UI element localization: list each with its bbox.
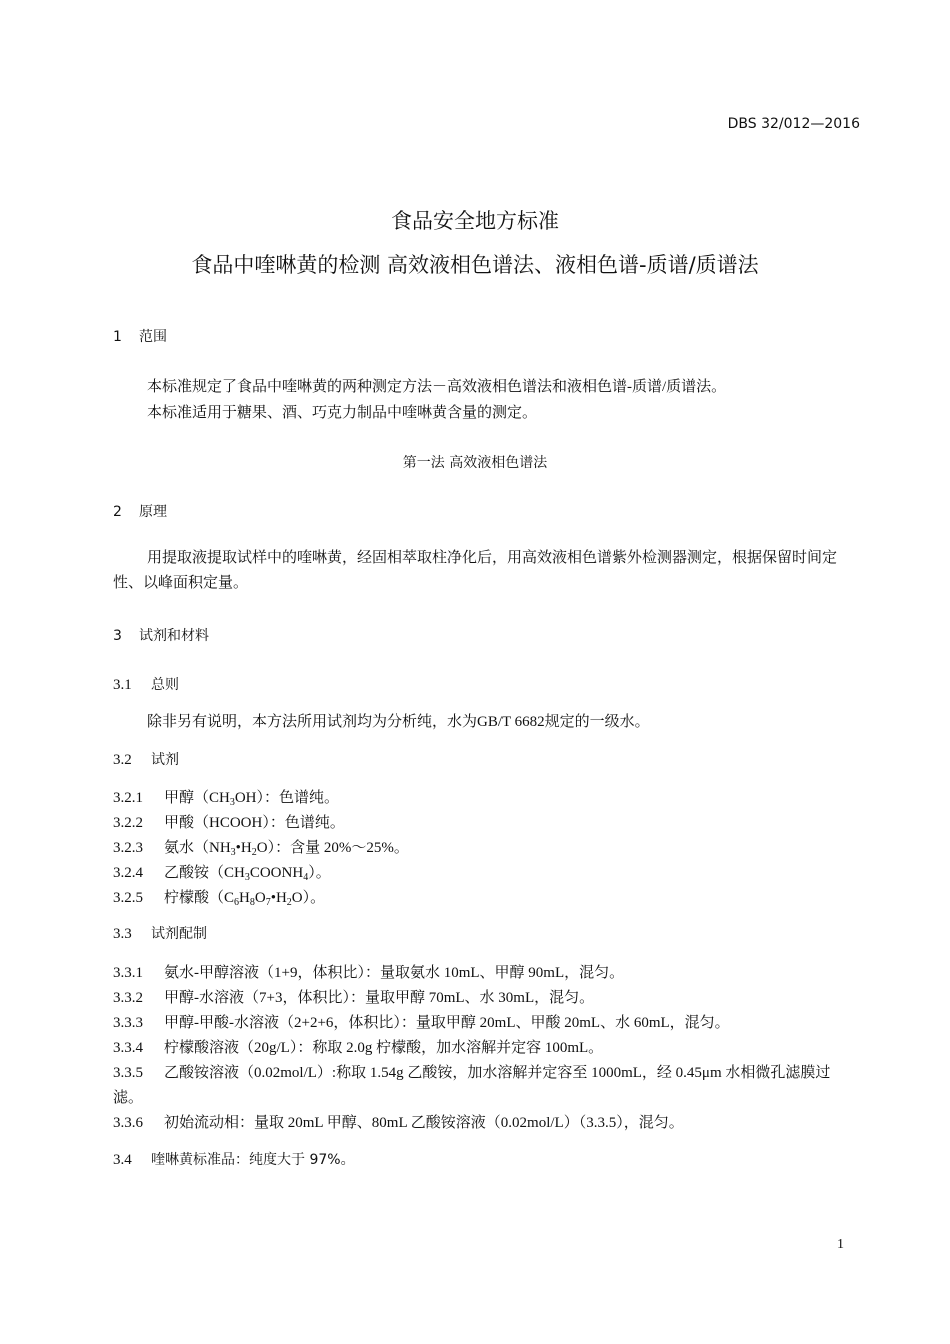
reagent-item: 3.2.1 甲醇$(CH_3OH)$：色谱纯。 xyxy=(113,790,340,808)
section-3-1-paragraph: 除非另有说明，本方法所用试剂均为分析纯，水为GB/T 6682规定的一级水。 xyxy=(147,714,650,730)
reagent-item: 3.2.3 氨水$(NH_3•H_2O)$：含量 20%～25%。 xyxy=(113,840,409,858)
section-3-3-heading xyxy=(113,923,207,943)
title-line-2: 食品中喹啉黄的检测 高效液相色谱法、液相色谱-质谱/质谱法 xyxy=(191,253,759,277)
solution-item: 3.3.2 甲醇-水溶液（7+3，体积比）：量取甲醇 70mL、水 30mL，混匀。 xyxy=(113,990,595,1006)
section-3-1-heading xyxy=(113,674,179,694)
section-2-heading xyxy=(113,501,167,521)
section-number: 3.3 xyxy=(113,926,132,942)
method-1-title: 第一法 高效液相色谱法 xyxy=(402,455,548,471)
solution-item: 3.3.5 乙酸铵溶液（0.02mol/L）:称取 1.54g 乙酸铵，加水溶解并定容至 1000mL，经 0.45μm 水相微孔滤膜过滤。 xyxy=(113,1065,831,1106)
reagent-item: 3.2.4 乙酸铵$(CH_3COONH_4)$。 xyxy=(113,865,331,883)
section-number: 3.2 xyxy=(113,752,132,768)
solution-item: 3.3.1 氨水-甲醇溶液（1+9，体积比）：量取氨水 10mL、甲醇 90mL，混匀。 xyxy=(113,965,625,981)
solution-item: 3.3.4 柠檬酸溶液（20g/L）：称取 2.0g 柠檬酸，加水溶解并定容 100mL。 xyxy=(113,1040,604,1056)
page-number: 1 xyxy=(837,1237,844,1252)
section-title: 试剂和材料 xyxy=(139,628,209,644)
section-1-paragraph-2: 本标准适用于糖果、酒、巧克力制品中喹啉黄含量的测定。 xyxy=(147,405,538,421)
section-number: 3 xyxy=(113,628,122,644)
section-number: 3.1 xyxy=(113,677,132,693)
section-2-paragraph: 用提取液提取试样中的喹啉黄，经固相萃取柱净化后，用高效液相色谱紫外检测器测定，根据保留时间定性、以峰面积定量。 xyxy=(113,550,838,591)
section-title: 试剂配制 xyxy=(151,926,207,942)
solution-item: 3.3.3 甲醇-甲酸-水溶液（2+2+6，体积比）：量取甲醇 20mL、甲酸 20mL、水 60mL，混匀。 xyxy=(113,1015,730,1031)
section-title: 总则 xyxy=(151,677,179,693)
section-number: 1 xyxy=(113,329,122,345)
section-number: 3.4 xyxy=(113,1152,132,1168)
section-3-4-heading xyxy=(113,1149,355,1169)
reagent-item: 3.2.2 甲酸（HCOOH）：色谱纯。 xyxy=(113,815,345,831)
document-code: DBS 32/012—2016 xyxy=(727,116,860,132)
section-title: 试剂 xyxy=(151,752,179,768)
title-line-1: 食品安全地方标准 xyxy=(391,209,559,233)
section-1-heading xyxy=(113,326,167,346)
reagent-item: 3.2.5 柠檬酸$(C_6H_8O_7•H_2O)$。 xyxy=(113,890,326,908)
section-title: 原理 xyxy=(139,504,167,520)
section-3-2-heading xyxy=(113,749,179,769)
section-text: 喹啉黄标准品：纯度大于 97%。 xyxy=(151,1152,355,1168)
section-number: 2 xyxy=(113,504,122,520)
solution-item: 3.3.6 初始流动相：量取 20mL 甲醇、80mL 乙酸铵溶液（0.02mol/L）（3.3.5），混匀。 xyxy=(113,1115,684,1131)
section-title: 范围 xyxy=(139,329,167,345)
section-1-paragraph-1: 本标准规定了食品中喹啉黄的两种测定方法－高效液相色谱法和液相色谱-质谱/质谱法。 xyxy=(147,379,727,395)
section-3-heading xyxy=(113,625,209,645)
